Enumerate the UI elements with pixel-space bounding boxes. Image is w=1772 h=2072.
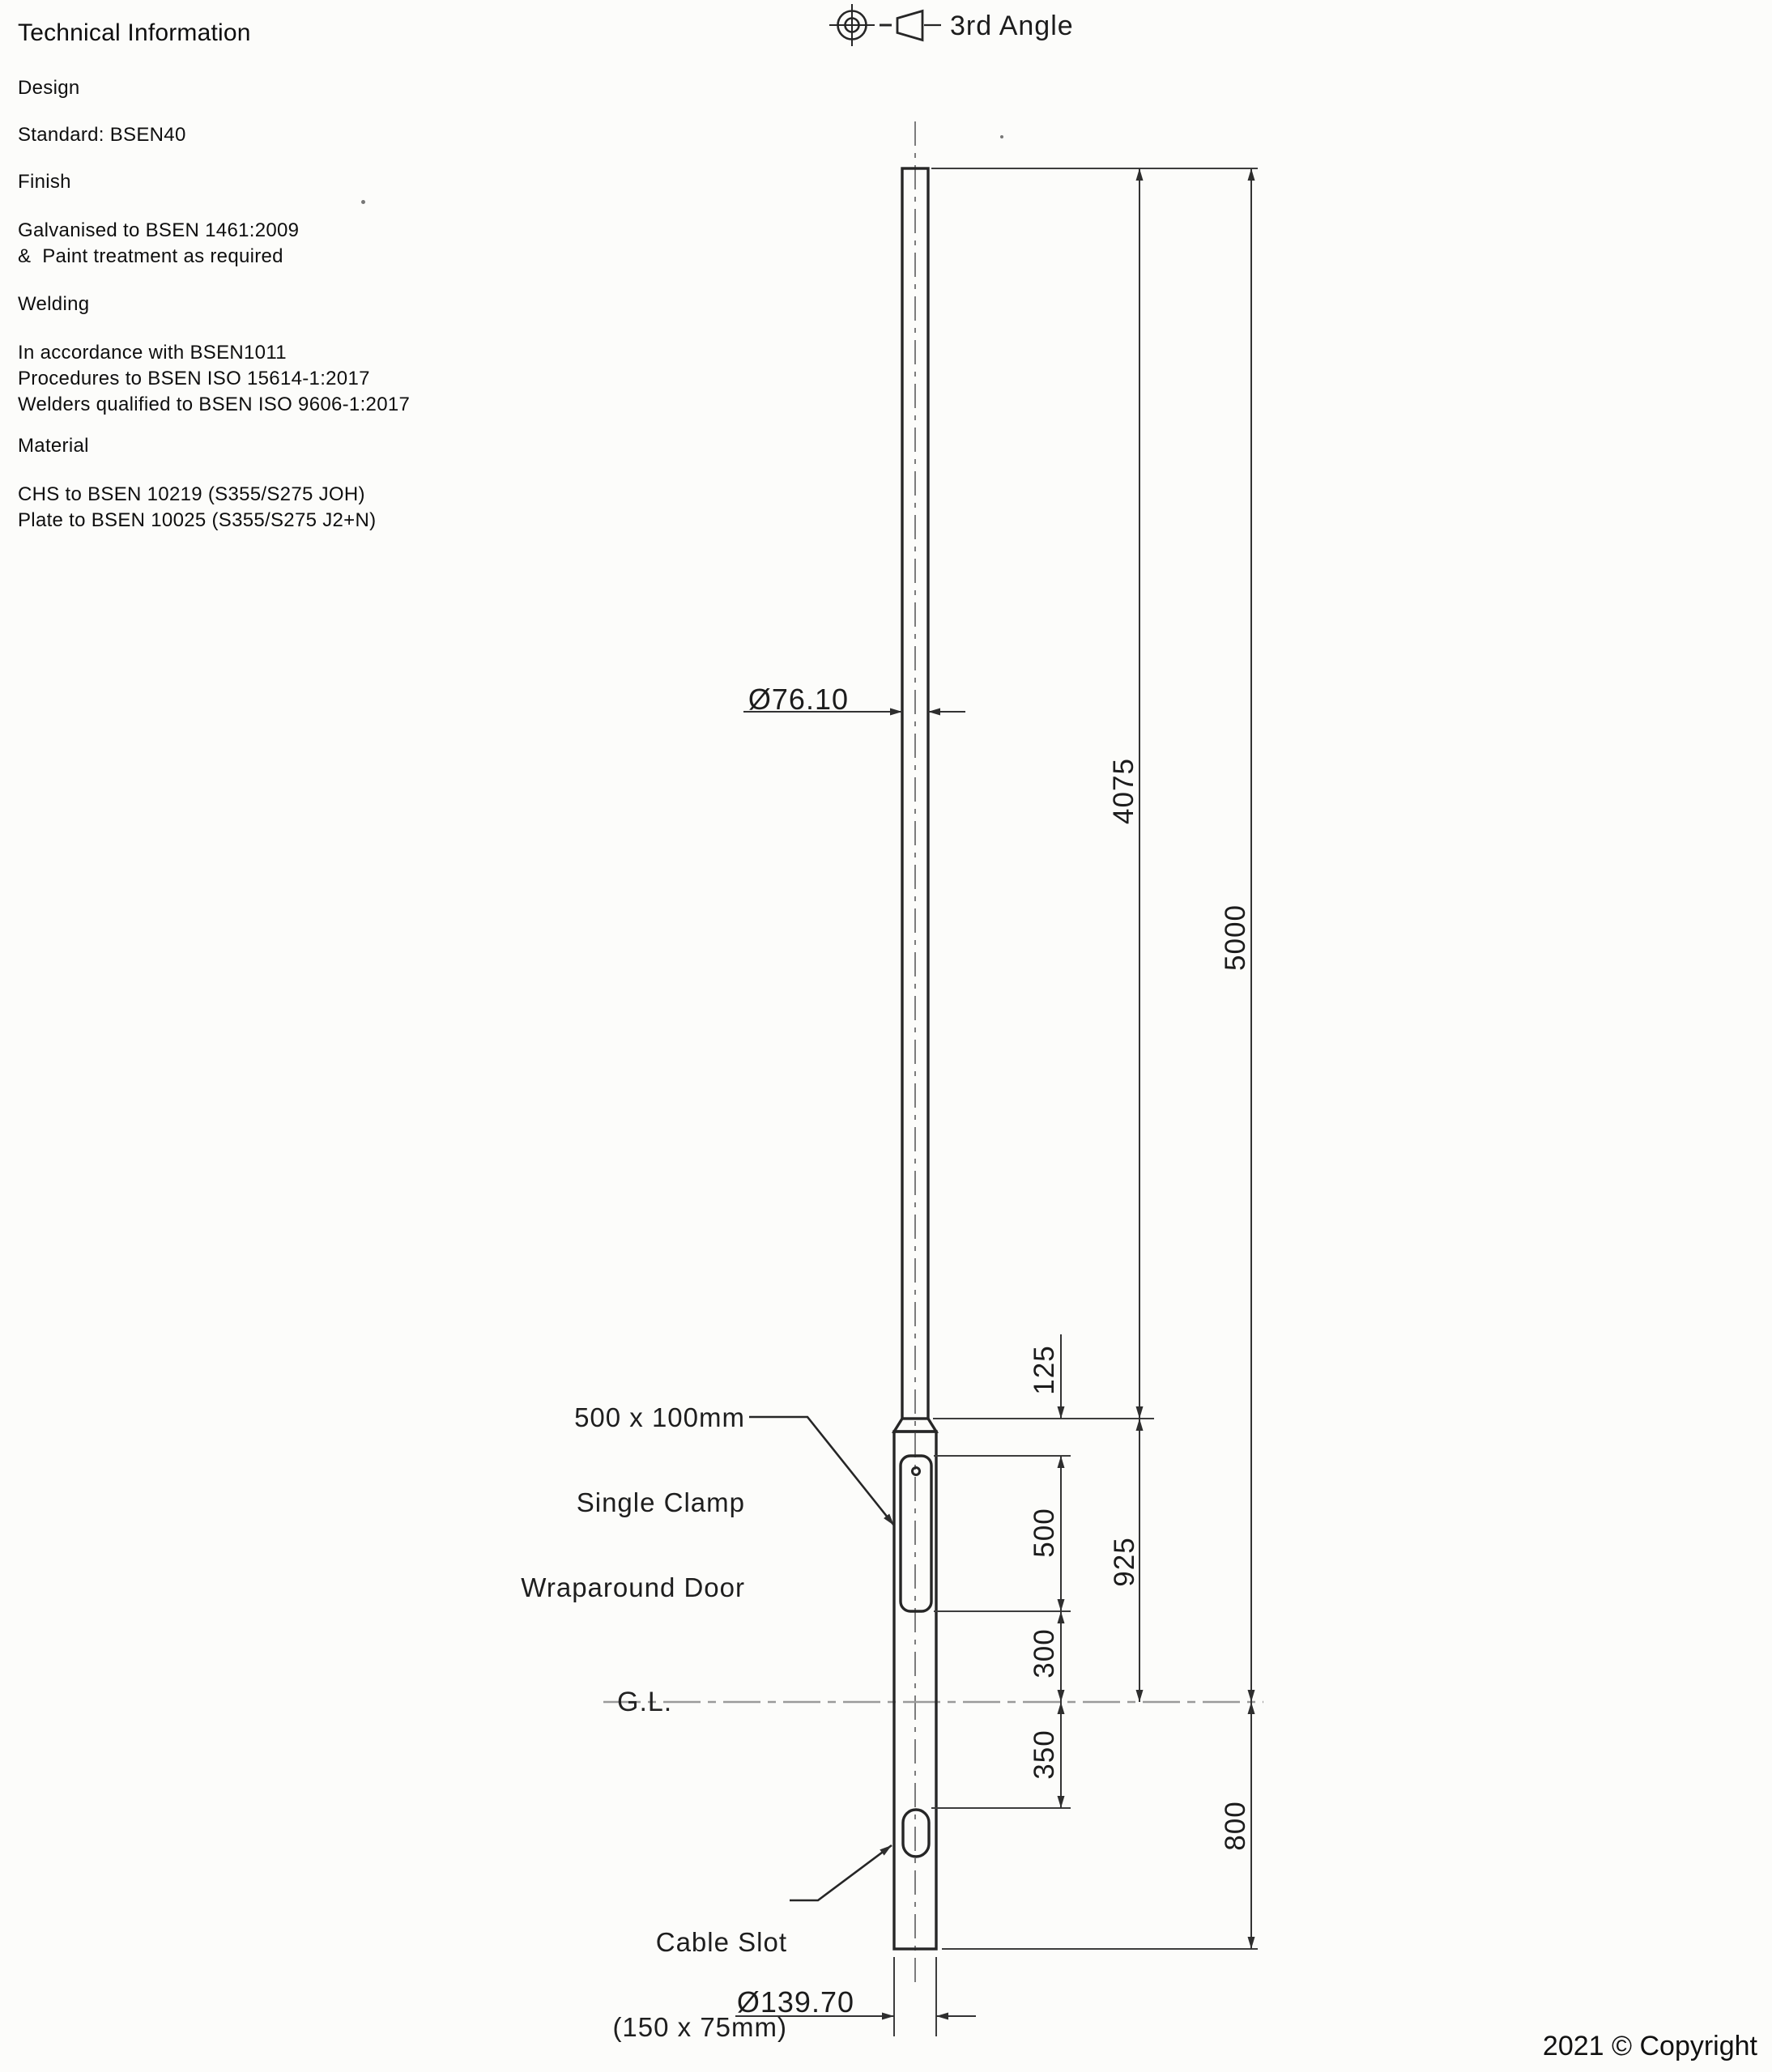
dim-925-label: 925 xyxy=(1109,1537,1140,1587)
dim-5000-label: 5000 xyxy=(1220,904,1251,971)
welding-line: Procedures to BSEN ISO 15614-1:2017 xyxy=(18,368,370,389)
door-lock-hole xyxy=(913,1468,920,1475)
extension-lines xyxy=(894,168,1258,2036)
door-callout-line: Single Clamp xyxy=(576,1487,745,1517)
dimension-lines xyxy=(735,168,1251,2016)
finish-line: & Paint treatment as required xyxy=(18,245,283,267)
dim-300-label: 300 xyxy=(1029,1628,1060,1678)
door-callout-line: Wraparound Door xyxy=(521,1572,745,1602)
design-heading: Design xyxy=(18,77,80,99)
scan-speck xyxy=(361,200,365,204)
finish-heading: Finish xyxy=(18,171,71,193)
cable-slot-callout-line: (150 x 75mm) xyxy=(612,2012,787,2042)
cable-slot-outline xyxy=(903,1810,929,1857)
door-outline xyxy=(901,1456,931,1611)
dim-top-od-label: Ø76.10 xyxy=(748,683,849,716)
cable-slot-callout xyxy=(463,1871,787,2072)
dim-800-label: 800 xyxy=(1220,1801,1251,1851)
projection-angle-label: 3rd Angle xyxy=(950,11,1074,41)
dim-4075-label: 4075 xyxy=(1108,758,1139,824)
tech-info-title: Technical Information xyxy=(18,19,251,46)
leader-door xyxy=(749,1417,894,1525)
ground-line-label: G.L. xyxy=(617,1687,673,1717)
material-heading: Material xyxy=(18,435,89,457)
leader-lines xyxy=(749,1417,894,1900)
copyright-notice: 2021 © Copyright xyxy=(1542,2031,1757,2061)
welding-line: Welders qualified to BSEN ISO 9606-1:2017 xyxy=(18,394,411,415)
cable-slot-callout-line: Cable Slot xyxy=(655,1927,787,1957)
material-line: Plate to BSEN 10025 (S355/S275 J2+N) xyxy=(18,509,377,531)
dim-base-od-label: Ø139.70 xyxy=(736,1985,854,2019)
scan-speck xyxy=(1000,135,1003,138)
dim-500-label: 500 xyxy=(1029,1508,1060,1558)
dim-125-label: 125 xyxy=(1029,1345,1060,1395)
material-line: CHS to BSEN 10219 (S355/S275 JOH) xyxy=(18,483,365,505)
welding-heading: Welding xyxy=(18,293,90,315)
third-angle-projection-icon xyxy=(829,4,941,46)
finish-line: Galvanised to BSEN 1461:2009 xyxy=(18,219,300,241)
dim-350-label: 350 xyxy=(1029,1730,1060,1780)
door-callout-line: 500 x 100mm xyxy=(574,1402,745,1432)
leader-cable-slot xyxy=(790,1845,892,1900)
welding-line: In accordance with BSEN1011 xyxy=(18,342,287,364)
door-callout xyxy=(421,1347,745,1658)
standard-line: Standard: BSEN40 xyxy=(18,124,186,146)
